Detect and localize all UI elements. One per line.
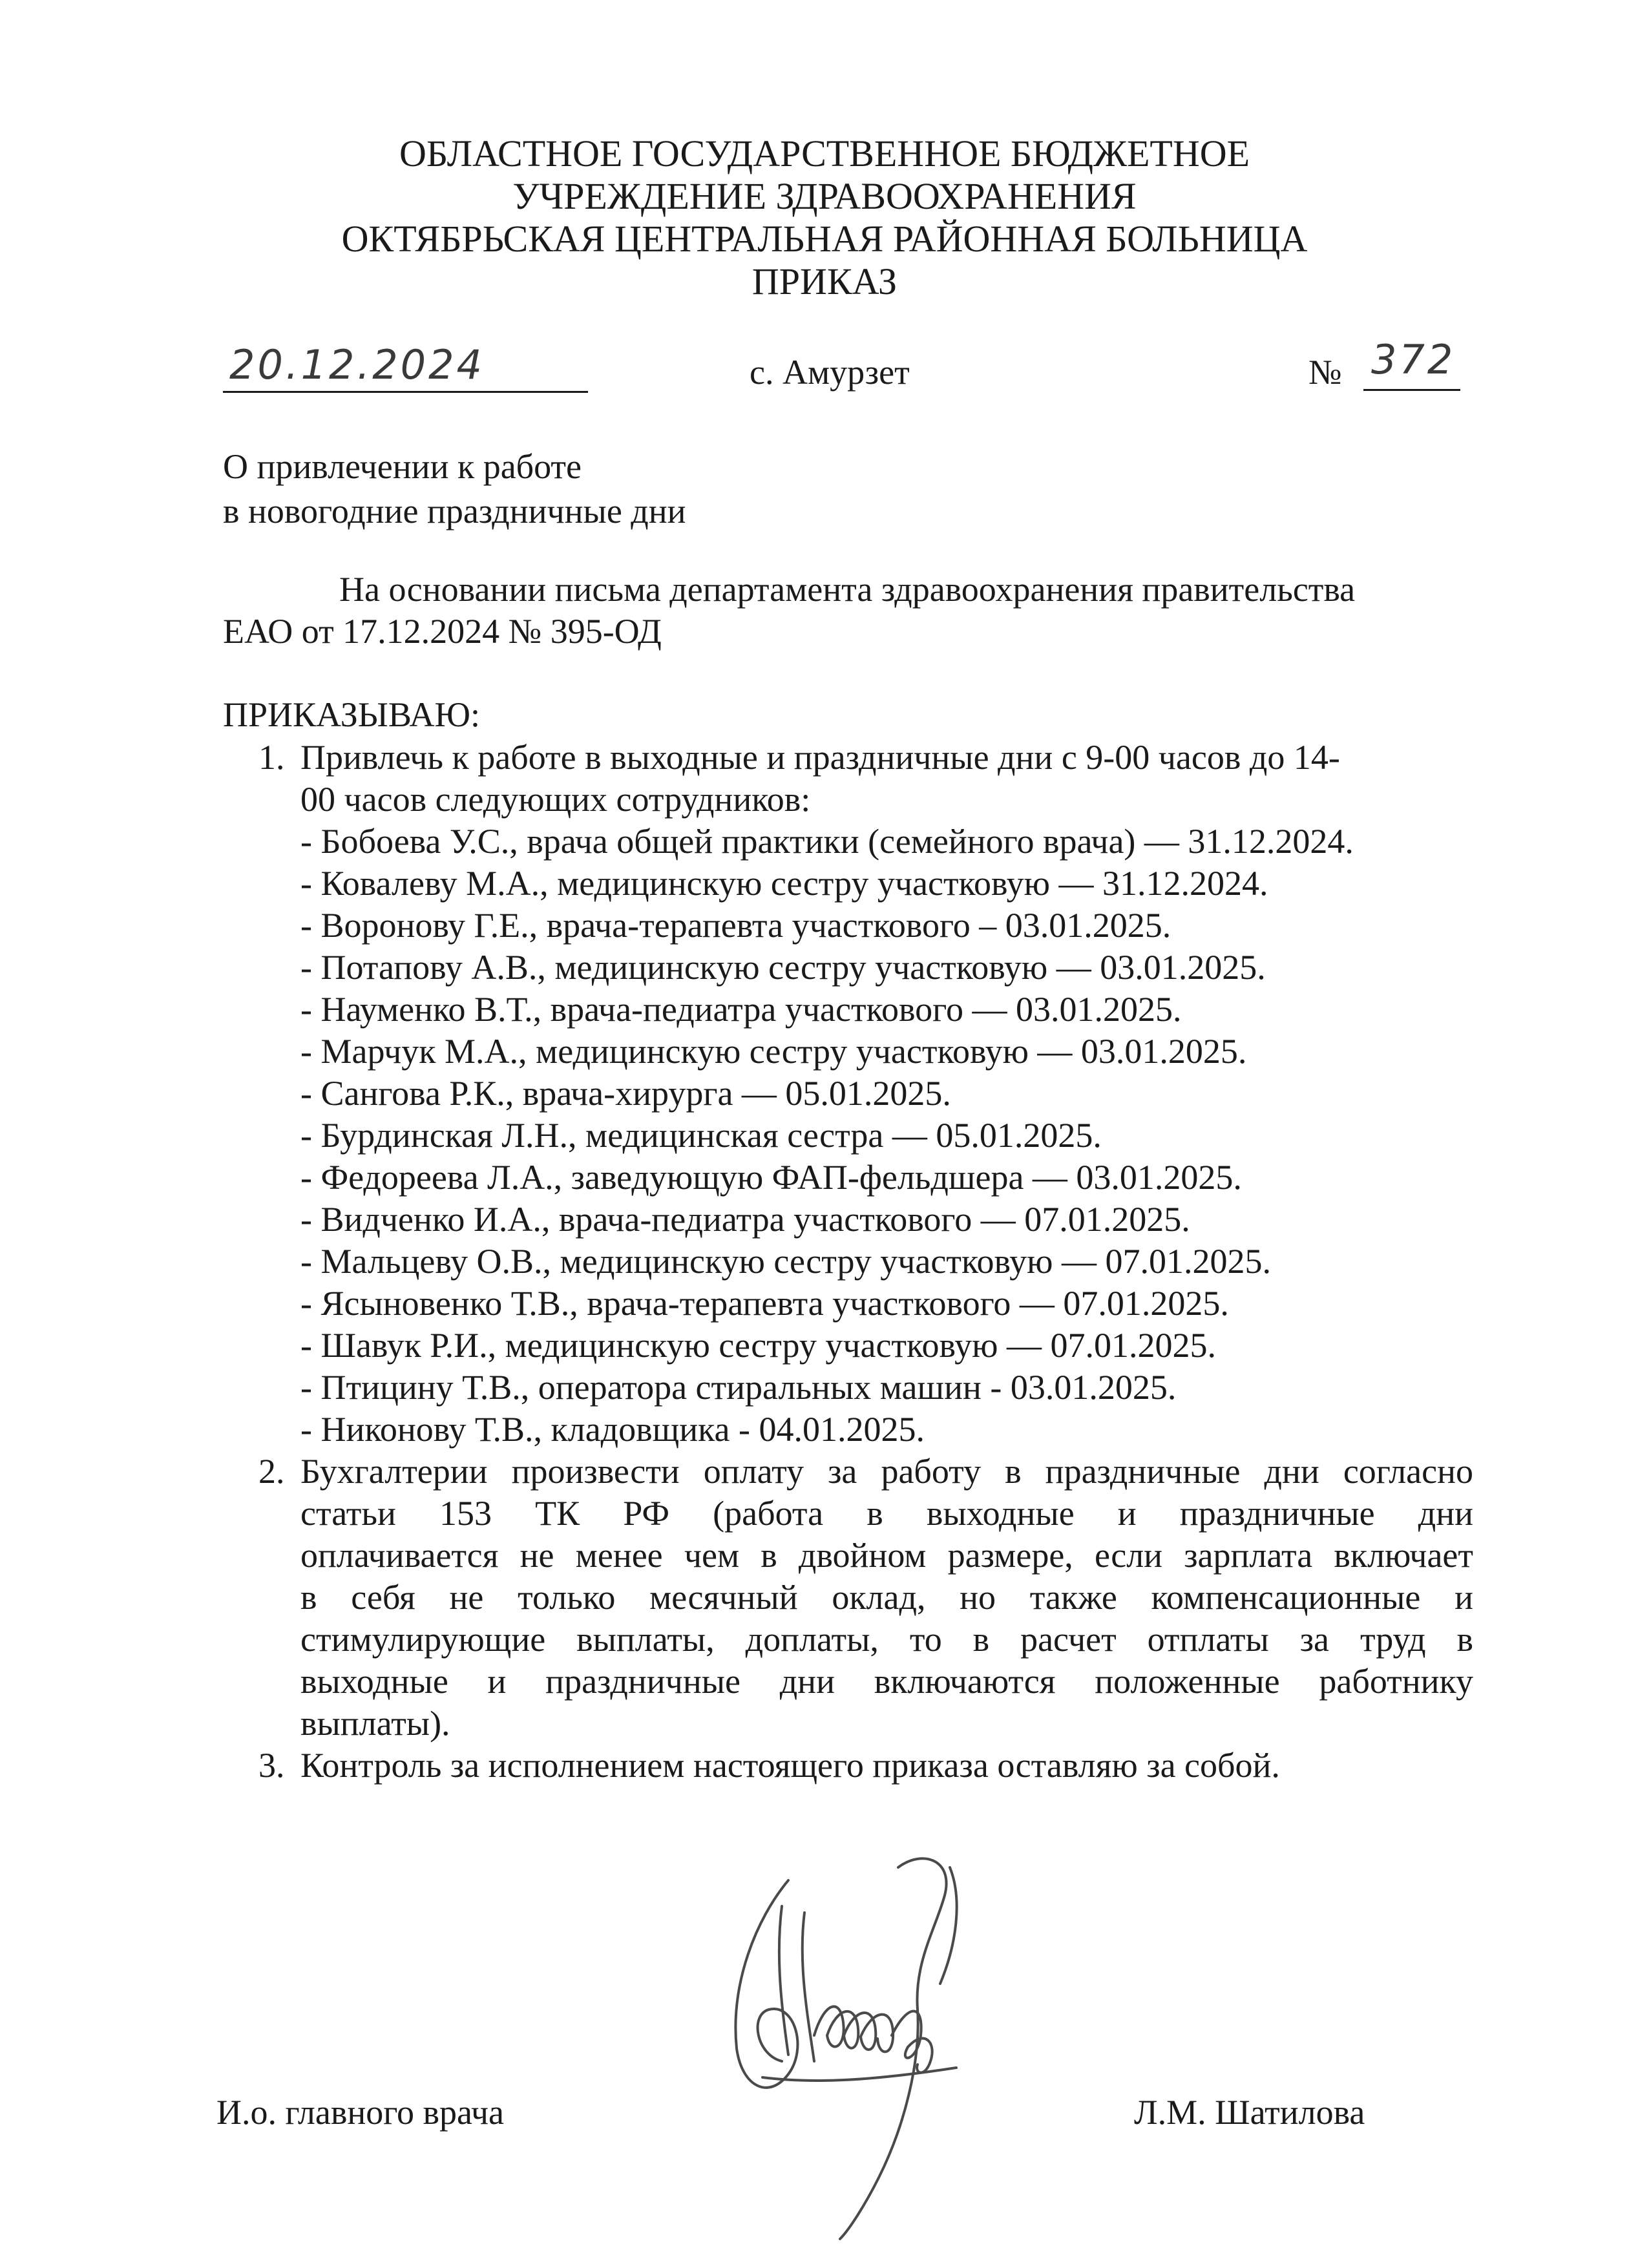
basis-line-2: ЕАО от 17.12.2024 № 395-ОД [223, 612, 662, 651]
document-header [0, 132, 1649, 303]
staff-list [300, 821, 1473, 1451]
subject-line-2: в новогодние праздничные дни [223, 492, 686, 530]
handwritten-number: 372 [1371, 336, 1456, 383]
list-item: - Ковалеву М.А., медицинскую сестру участковую — 31.12.2024. [300, 864, 1268, 903]
org-line-1: ОБЛАСТНОЕ ГОСУДАРСТВЕННОЕ БЮДЖЕТНОЕ [399, 132, 1250, 174]
item-number: 1. [258, 738, 285, 777]
list-item: - Видченко И.А., врача-педиатра участкового — 07.01.2025. [300, 1200, 1190, 1239]
order-item-3 [223, 1745, 1473, 1787]
doc-type: ПРИКАЗ [751, 260, 898, 302]
org-line-3: ОКТЯБРЬСКАЯ ЦЕНТРАЛЬНАЯ РАЙОННАЯ БОЛЬНИЦА [341, 218, 1308, 260]
list-item: - Шавук Р.И., медицинскую сестру участковую — 07.01.2025. [300, 1326, 1216, 1365]
list-item: - Птицину Т.В., оператора стиральных машин - 03.01.2025. [300, 1368, 1177, 1407]
item-number: 2. [258, 1452, 285, 1491]
item2-line: оплачивается не менее чем в двойном размере, если зарплата включает [300, 1536, 1473, 1575]
order-items [223, 737, 1473, 1787]
list-item: - Воронову Г.Е., врача-терапевта участкового – 03.01.2025. [300, 906, 1171, 945]
list-item: - Потапову А.В., медицинскую сестру участковую — 03.01.2025. [300, 948, 1266, 987]
list-item: - Ясыновенко Т.В., врача-терапевта участкового — 07.01.2025. [300, 1284, 1229, 1323]
list-item: - Марчук М.А., медицинскую сестру участковую — 03.01.2025. [300, 1032, 1247, 1071]
signatory-name: Л.М. Шатилова [1134, 2093, 1365, 2132]
order-item-2 [223, 1451, 1473, 1745]
item1-line-1: Привлечь к работе в выходные и праздничные дни с 9-00 часов до 14- [300, 738, 1340, 777]
handwritten-date: 20.12.2024 [229, 341, 485, 388]
item2-line: выплаты). [300, 1704, 450, 1743]
basis-line-1: На основании письма департамента здравоохранения правительства [339, 570, 1356, 609]
item2-line: в себя не только месячный оклад, но также компенсационные и [300, 1578, 1473, 1617]
item2-line: Бухгалтерии произвести оплату за работу в праздничные дни согласно [300, 1452, 1473, 1491]
list-item: - Науменко В.Т., врача-педиатра участкового — 03.01.2025. [300, 990, 1182, 1029]
number-field [1363, 336, 1460, 391]
list-item: - Сангова Р.К., врача-хирурга — 05.01.2025. [300, 1074, 951, 1113]
order-basis [223, 569, 1473, 653]
list-item: - Мальцеву О.В., медицинскую сестру участковую — 07.01.2025. [300, 1242, 1271, 1281]
org-line-2: УЧРЕЖДЕНИЕ ЗДРАВООХРАНЕНИЯ [512, 175, 1137, 217]
order-item-1 [223, 737, 1473, 1451]
subject-line-1: О привлечении к работе [223, 447, 582, 486]
item2-line: стимулирующие выплаты, доплаты, то в расчет отплаты за труд в [300, 1620, 1473, 1659]
item2-line: выходные и праздничные дни включаются положенные работнику [300, 1662, 1473, 1701]
item1-line-2: 00 часов следующих сотрудников: [300, 780, 811, 819]
date-underline [223, 391, 588, 393]
list-item: - Федореева Л.А., заведующую ФАП-фельдшера — 03.01.2025. [300, 1158, 1242, 1197]
date-field [223, 341, 588, 393]
handwritten-signature [685, 1842, 995, 2242]
list-item: - Бурдинская Л.Н., медицинская сестра — 05.01.2025. [300, 1116, 1102, 1155]
item2-line: статьи 153 ТК РФ (работа в выходные и праздничные дни [300, 1494, 1473, 1533]
list-item: - Никонову Т.В., кладовщика - 04.01.2025. [300, 1410, 925, 1449]
place: с. Амурзет [750, 353, 910, 392]
order-word: ПРИКАЗЫВАЮ: [223, 695, 480, 734]
list-item: - Бобоева У.С., врача общей практики (семейного врача) — 31.12.2024. [300, 822, 1354, 861]
item3-text: Контроль за исполнением настоящего приказа оставляю за собой. [300, 1746, 1280, 1785]
signatory-title: И.о. главного врача [216, 2093, 504, 2132]
item-number: 3. [258, 1746, 285, 1785]
number-underline [1363, 389, 1460, 391]
order-subject [223, 445, 686, 534]
number-sign: № [1308, 353, 1342, 392]
